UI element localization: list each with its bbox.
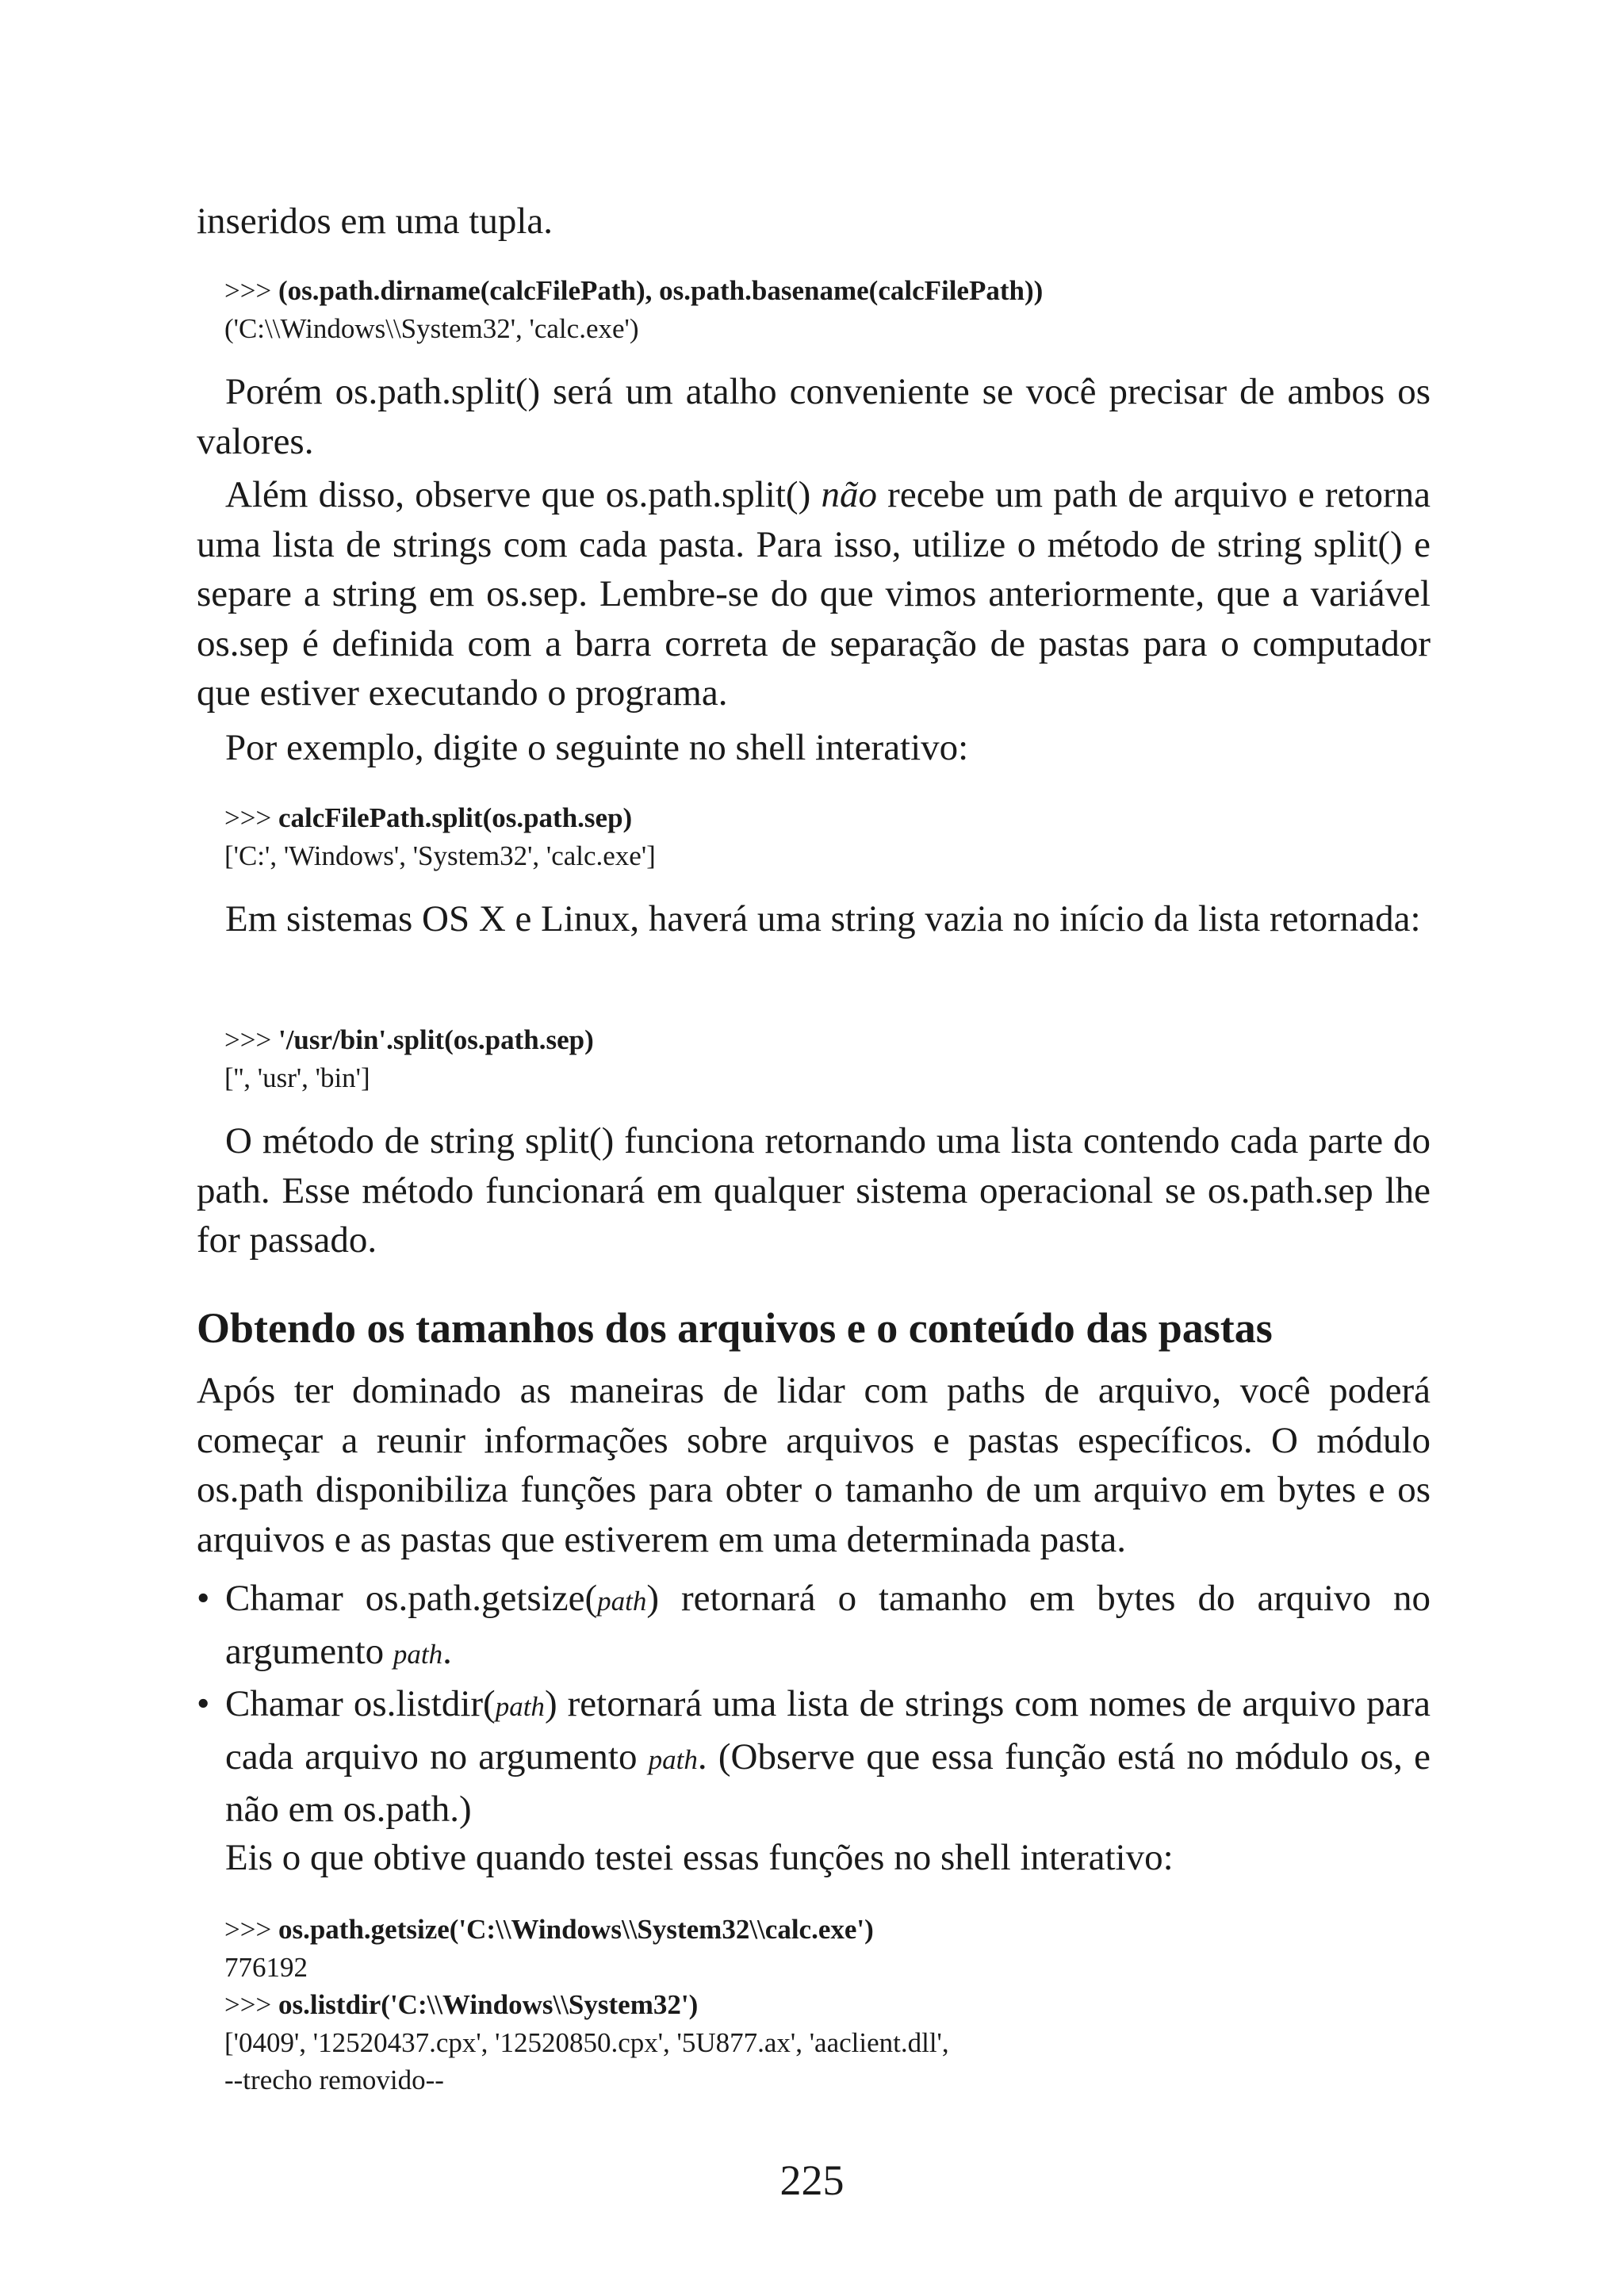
argument-text: path	[495, 1691, 545, 1722]
code-block-dirname-basename	[224, 272, 1414, 347]
code-line	[224, 272, 1414, 310]
paragraph-split-note	[197, 470, 1431, 718]
code-output: ['C:', 'Windows', 'System32', 'calc.exe']	[224, 840, 656, 871]
code-command: os.listdir('C:\\Windows\\System32')	[278, 1989, 699, 2020]
code-block-usr-bin	[224, 1021, 1414, 1096]
code-output: 776192	[224, 1951, 308, 1983]
bullet-text: .	[442, 1630, 452, 1672]
paragraph-intro: inseridos em uma tupla.	[197, 201, 553, 242]
argument-text: path	[393, 1638, 443, 1670]
argument-text: path	[597, 1586, 647, 1617]
code-line	[224, 799, 1414, 837]
paragraph-test-intro: Eis o que obtive quando testei essas funções no shell interativo:	[225, 1837, 1174, 1878]
code-prompt: >>>	[224, 275, 278, 306]
bullet-mark: •	[197, 1683, 210, 1724]
paragraph-example-intro: Por exemplo, digite o seguinte no shell interativo:	[225, 727, 969, 768]
bullet-text: Chamar os.path.getsize(	[225, 1578, 598, 1619]
bullet-text: . (Observe que essa função está no módulo os, e não em os.path.)	[225, 1735, 1431, 1830]
code-block-getsize-listdir	[224, 1911, 1414, 2099]
paragraph-section-intro: Após ter dominado as maneiras de lidar com paths de arquivo, você poderá começar a reunir informações sobre arquivos e pastas específicos. O módulo os.path disponibiliza funções para obter o tamanho de um arquivo em bytes e os arquivos e as pastas que estiverem em uma determinada pasta.	[197, 1370, 1431, 1560]
paragraph-split-shortcut: Porém os.path.split() será um atalho conveniente se você precisar de ambos os valores.	[197, 371, 1431, 462]
page-number: 225	[779, 2156, 845, 2204]
code-output: ['', 'usr', 'bin']	[224, 1062, 370, 1093]
code-output: ['0409', '12520437.cpx', '12520850.cpx', '5U877.ax', 'aaclient.dll',	[224, 2026, 949, 2058]
code-command: (os.path.dirname(calcFilePath), os.path.basename(calcFilePath))	[278, 275, 1044, 306]
paragraph-linux-note: Em sistemas OS X e Linux, haverá uma string vazia no início da lista retornada:	[225, 898, 1421, 939]
code-output: --trecho removido--	[224, 2064, 444, 2095]
code-line	[224, 1986, 1414, 2024]
code-command: os.path.getsize('C:\\Windows\\System32\\calc.exe')	[278, 1914, 874, 1945]
bullet-getsize	[197, 1574, 1431, 1679]
code-prompt: >>>	[224, 802, 278, 833]
bullet-text: Chamar os.listdir(	[225, 1683, 496, 1724]
paragraph-text: Além disso, observe que os.path.split()	[225, 474, 822, 515]
code-line	[224, 1021, 1414, 1059]
code-line	[224, 1911, 1414, 1949]
code-prompt: >>>	[224, 1989, 278, 2020]
code-command: '/usr/bin'.split(os.path.sep)	[278, 1024, 594, 1055]
emphasis-text: não	[821, 474, 877, 515]
bullet-mark: •	[197, 1578, 210, 1619]
argument-text: path	[648, 1743, 698, 1775]
code-output: ('C:\\Windows\\System32', 'calc.exe')	[224, 312, 639, 344]
code-block-split-sep	[224, 799, 1414, 874]
code-command: calcFilePath.split(os.path.sep)	[278, 802, 633, 833]
bullet-text: ) retornará uma lista de strings com nomes de arquivo para cada arquivo no argumento	[225, 1683, 1431, 1777]
paragraph-split-explanation: O método de string split() funciona retornando uma lista contendo cada parte do path. Esse método funcionará em qualquer sistema operacional se os.path.sep lhe for passado.	[197, 1120, 1431, 1261]
code-prompt: >>>	[224, 1024, 278, 1055]
section-heading: Obtendo os tamanhos dos arquivos e o conteúdo das pastas	[197, 1304, 1273, 1352]
bullet-listdir	[197, 1679, 1431, 1835]
bullet-text: ) retornará o tamanho em bytes do arquivo no argumento	[225, 1578, 1431, 1672]
code-prompt: >>>	[224, 1914, 278, 1945]
paragraph-text: recebe um path de arquivo e retorna uma lista de strings com cada pasta. Para isso, utilize o método de string split() e separe a string em os.sep. Lembre-se do que vimos anteriormente, que a variável os.sep é definida com a barra correta de separação de pastas para o computador que estiver executando o programa.	[197, 474, 1431, 714]
